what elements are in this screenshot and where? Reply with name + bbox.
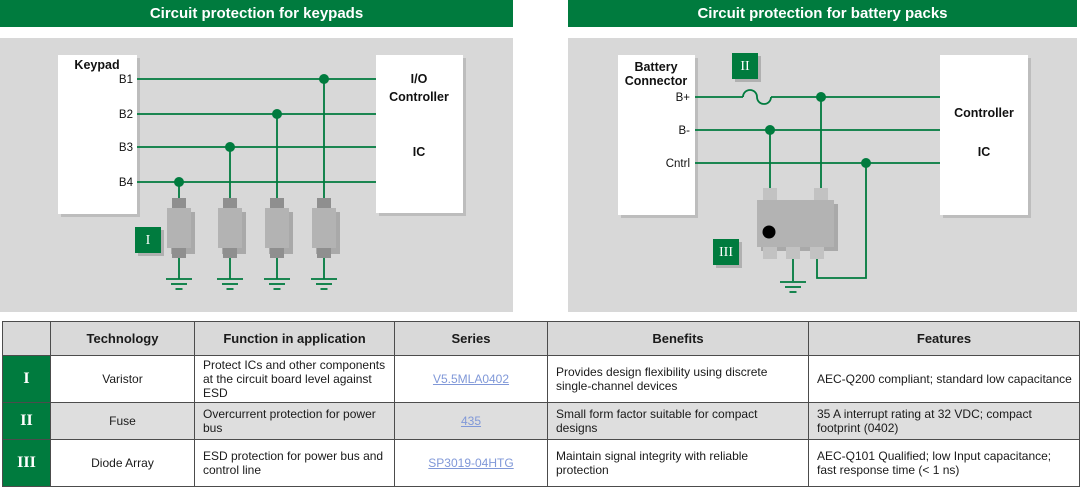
table-row-varistor [3, 356, 1080, 403]
benefits-cell: Small form factor suitable for compact designs [548, 403, 809, 440]
controller-box-line1: Controller [954, 106, 1014, 120]
badge-II-label: II [740, 59, 750, 74]
keypad-box-title: Keypad [74, 58, 120, 72]
controller-box-line2: IC [977, 145, 991, 159]
ground-symbols [166, 279, 337, 289]
varistor-icon [167, 198, 195, 258]
io-box-line3: IC [412, 145, 426, 159]
pin-label-b4: B4 [118, 177, 133, 189]
benefits-cell: Maintain signal integrity with reliable protection [548, 440, 809, 487]
pin-label-bminus: B- [678, 125, 690, 137]
technology-cell: Fuse [51, 403, 195, 440]
table-row-diode-array [3, 440, 1080, 487]
features-cell: AEC-Q101 Qualified; low Input capacitance; fast response time (< 1 ns) [809, 440, 1080, 487]
junction-dots [174, 74, 329, 187]
features-cell: AEC-Q200 compliant; standard low capacitance [809, 356, 1080, 403]
header-benefits: Benefits [548, 322, 809, 356]
pin-label-b2: B2 [118, 109, 133, 121]
io-box-line1: I/O [410, 72, 428, 86]
pin-label-b3: B3 [118, 142, 133, 154]
function-cell: ESD protection for power bus and control line [195, 440, 395, 487]
header-features: Features [809, 322, 1080, 356]
technology-cell: Diode Array [51, 440, 195, 487]
technology-cell: Varistor [51, 356, 195, 403]
header-badge [3, 322, 51, 356]
row-numeral: III [3, 440, 51, 487]
header-series: Series [395, 322, 548, 356]
header-function: Function in application [195, 322, 395, 356]
function-cell: Protect ICs and other components at the circuit board level against ESD [195, 356, 395, 403]
keypad-circuit-diagram [0, 38, 513, 312]
row-numeral: I [3, 356, 51, 403]
function-cell: Overcurrent protection for power bus [195, 403, 395, 440]
series-link[interactable]: 435 [460, 414, 482, 429]
benefits-cell: Provides design flexibility using discrete single-channel devices [548, 356, 809, 403]
badge-III-label: III [719, 245, 733, 260]
banner-battery-title: Circuit protection for battery packs [568, 0, 1077, 27]
io-box-line2: Controller [389, 90, 449, 104]
pin-label-bplus: B+ [675, 92, 690, 104]
badge-I-label: I [145, 233, 151, 248]
controller-box [940, 55, 1028, 215]
series-link[interactable]: V5.5MLA0402 [432, 372, 510, 387]
table-header-row [3, 322, 1080, 356]
battery-box-title2: Connector [624, 74, 688, 88]
pin-label-b1: B1 [118, 74, 133, 86]
pin1-indicator-dot [763, 226, 776, 239]
battery-circuit-diagram [568, 38, 1077, 312]
table-row-fuse [3, 403, 1080, 440]
varistor-icon [218, 198, 246, 258]
features-cell: 35 A interrupt rating at 32 VDC; compact footprint (0402) [809, 403, 1080, 440]
varistor-icon [265, 198, 293, 258]
fuse-icon [743, 90, 771, 104]
battery-diagram-panel [568, 38, 1077, 312]
keypad-diagram-panel [0, 38, 513, 312]
series-link[interactable]: SP3019-04HTG [428, 456, 514, 471]
protection-spec-table [2, 321, 1080, 487]
header-technology: Technology [51, 322, 195, 356]
diode-array-icon [757, 188, 838, 259]
ground-symbol [780, 282, 806, 292]
battery-box-title1: Battery [634, 60, 678, 74]
varistor-icon [312, 198, 340, 258]
varistor-components [167, 198, 340, 258]
pin-label-cntrl: Cntrl [665, 158, 690, 170]
banner-keypads-title: Circuit protection for keypads [0, 0, 513, 27]
row-numeral: II [3, 403, 51, 440]
